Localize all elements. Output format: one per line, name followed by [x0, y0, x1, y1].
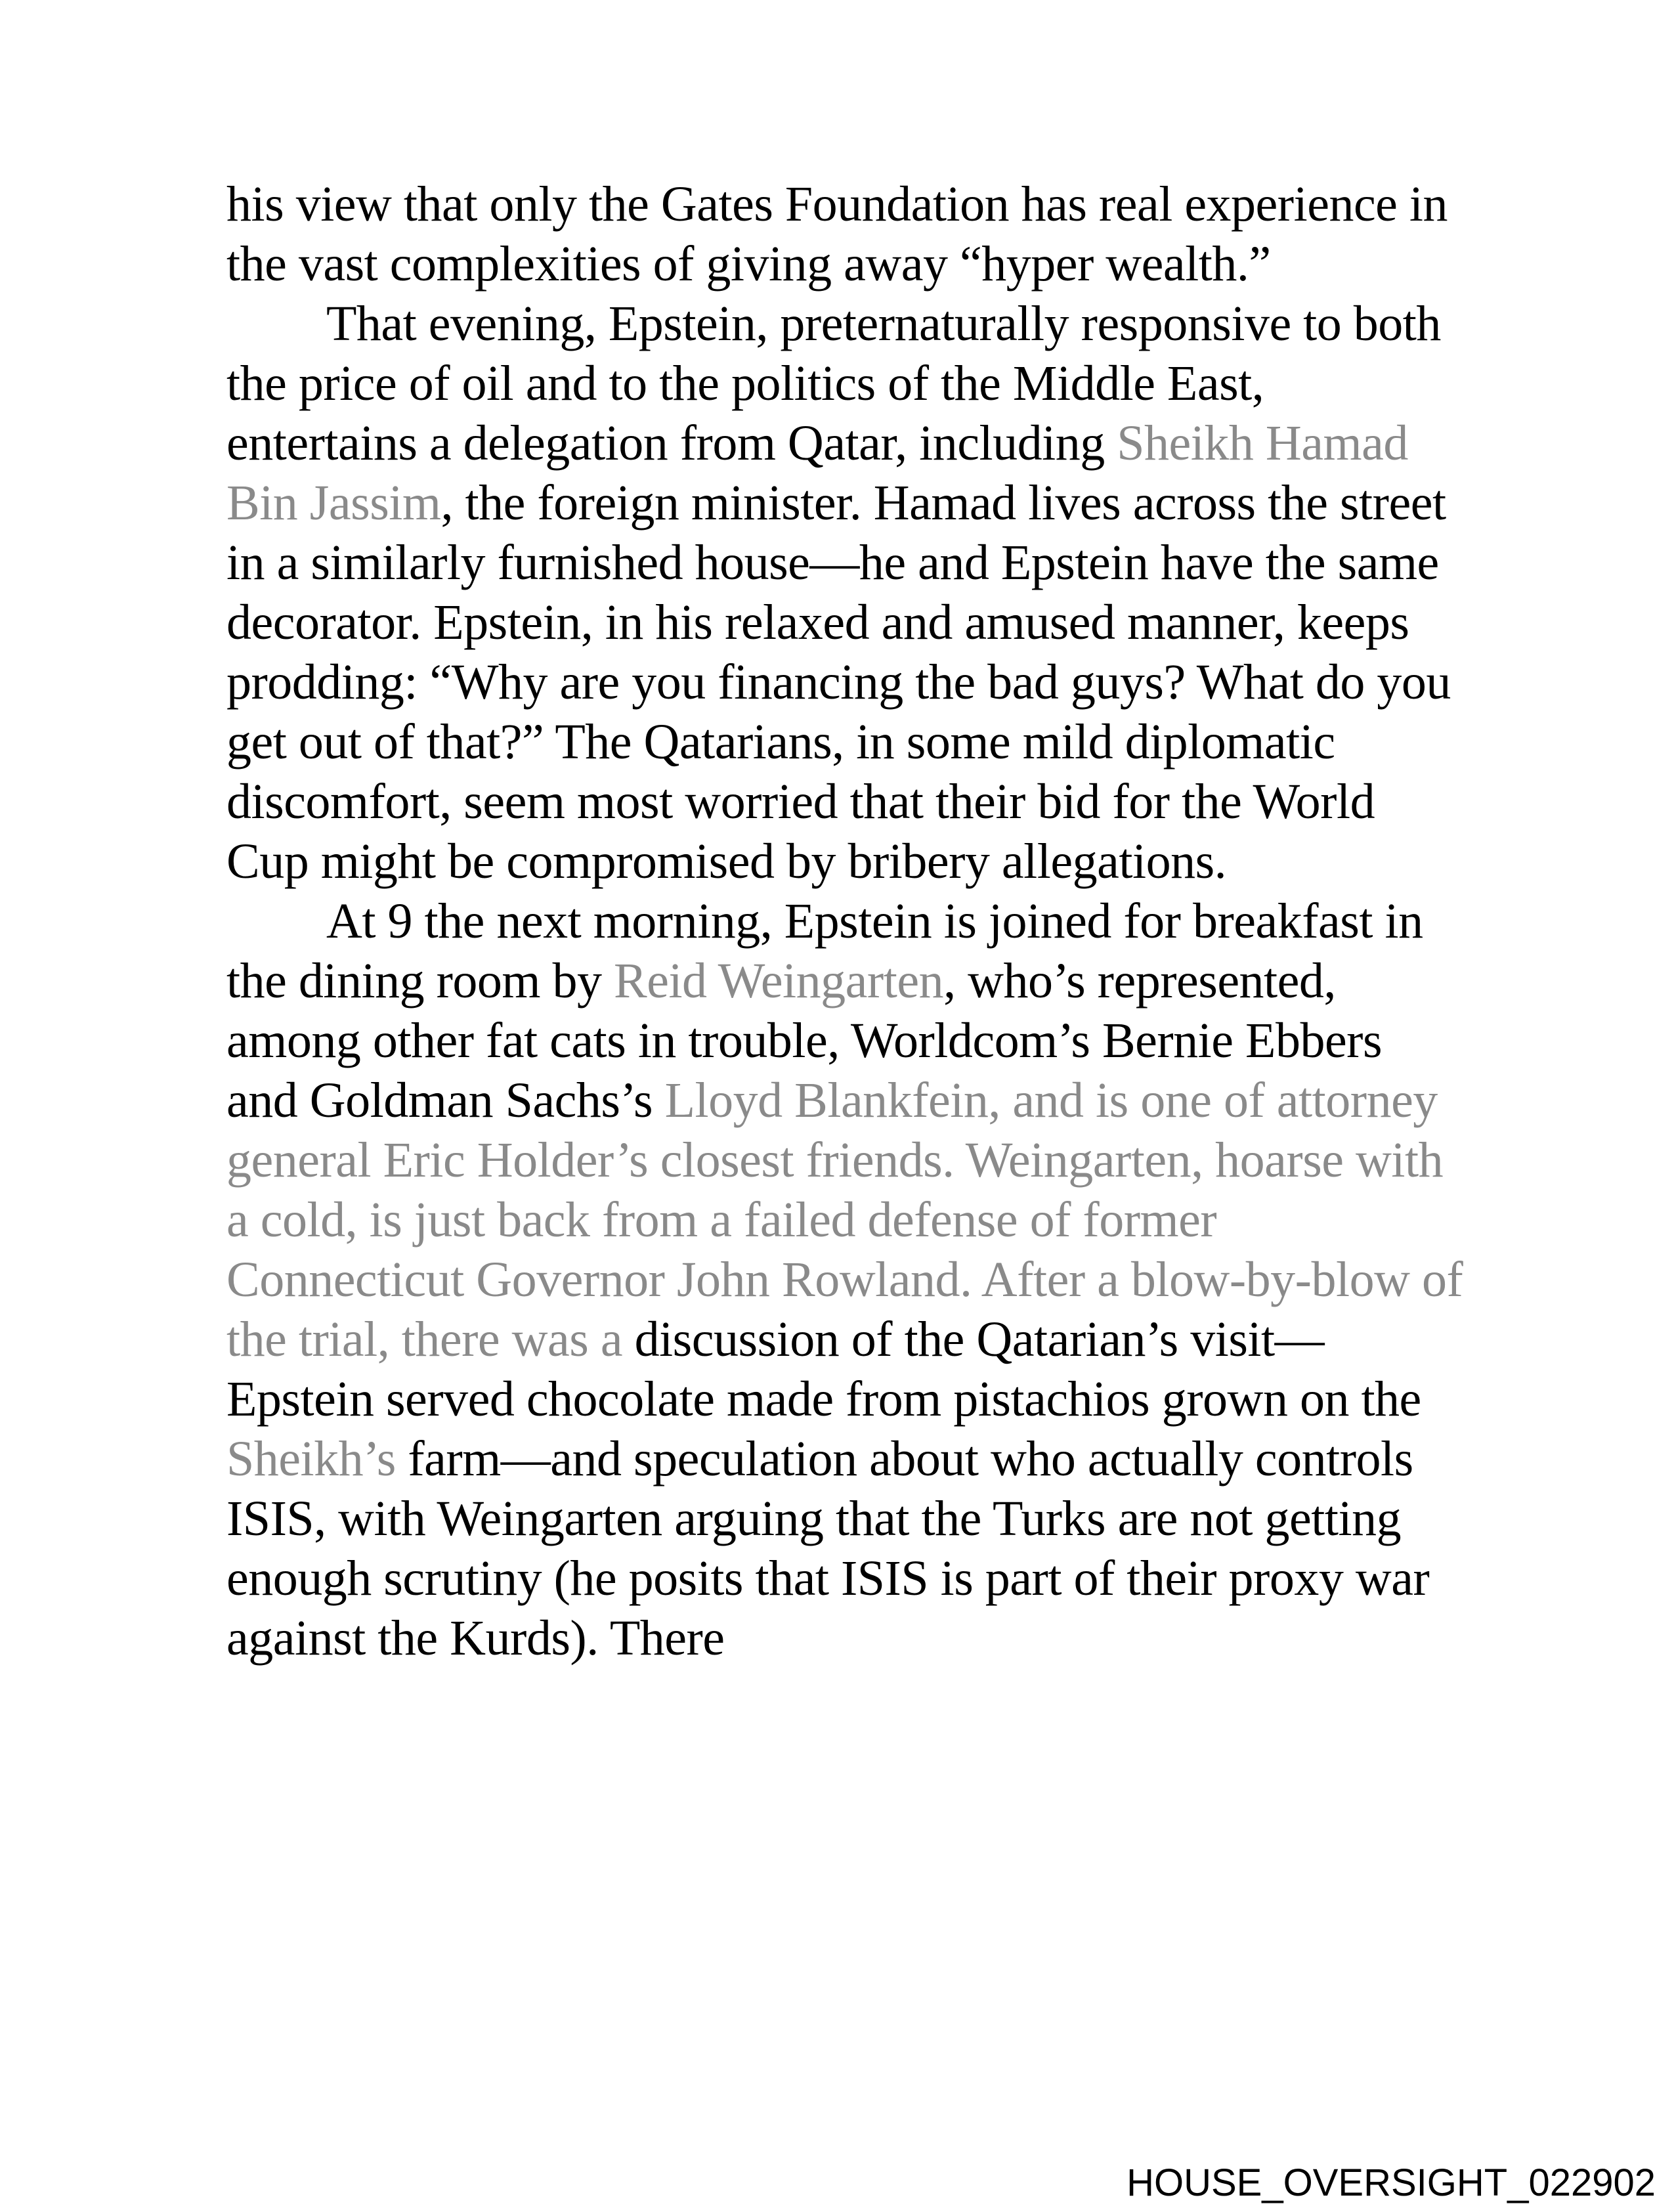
muted-name-text: Reid Weingarten: [614, 953, 944, 1008]
body-text: discussion of the Qatarian’s visit—Epstein served chocolate made from pistachios grown on the: [226, 1312, 1421, 1427]
muted-name-text: Lloyd Blankfein, and is one of attorney general Eric Holder’s closest friends. Weingarten, hoarse with a cold, is just back from a failed defense of former Connecticut Governor John Rowland. After a blow-by-blow of the trial, there was a: [226, 1073, 1463, 1367]
muted-name-text: Sheikh’s: [226, 1431, 396, 1486]
body-text: , who’s represented, among other fat cats in trouble, Worldcom’s Bernie Ebbers and Goldman Sachs’s: [226, 953, 1383, 1128]
document-text-block: [226, 175, 1464, 1668]
body-text: farm—and speculation about who actually controls ISIS, with Weingarten arguing that the Turks are not getting enough scrutiny (he posits that ISIS is part of their proxy war against the Kurds). There: [226, 1431, 1430, 1666]
bates-number: HOUSE_OVERSIGHT_022902: [1127, 2161, 1656, 2204]
paragraph: [226, 175, 1464, 294]
muted-name-text: Sheikh Hamad Bin Jassim: [226, 416, 1408, 531]
paragraph: [226, 892, 1464, 1668]
body-text: That evening, Epstein, preternaturally responsive to both the price of oil and to the politics of the Middle East, entertains a delegation from Qatar, including: [226, 296, 1441, 471]
body-text: At 9 the next morning, Epstein is joined for breakfast in the dining room by: [226, 894, 1423, 1008]
body-text: his view that only the Gates Foundation has real experience in the vast complexities of giving away “hyper wealth.”: [226, 177, 1448, 292]
body-text: , the foreign minister. Hamad lives across the street in a similarly furnished house—he and Epstein have the same decorator. Epstein, in his relaxed and amused manner, keeps prodding: “Why are you financing the bad guys? What do you get out of that?” The Qatarians, in some mild diplomatic discomfort, seem most worried that their bid for the World Cup might be compromised by bribery allegations.: [226, 475, 1451, 889]
paragraph: [226, 294, 1464, 892]
